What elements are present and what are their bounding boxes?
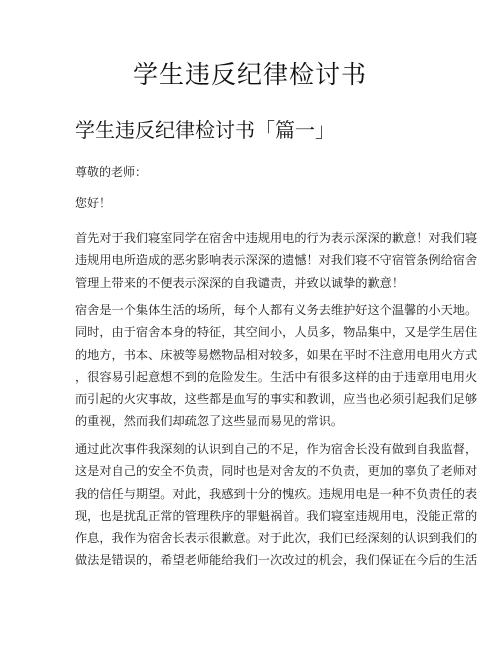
paragraph-3 bbox=[75, 438, 478, 572]
paragraph-line: 的重视，然而我们却疏忽了这些显而易见的常识。 bbox=[75, 414, 344, 429]
section-heading: 学生违反纪律检讨书「篇一」 bbox=[75, 118, 335, 142]
paragraph-line: 我的信任与期望。对此，我感到十分的愧疚。违规用电是一种不负责任的表 bbox=[75, 486, 478, 501]
paragraph-line: 的地方，书本、床被等易燃物品相对较多，如果在平时不注意用电用火方式 bbox=[75, 347, 478, 362]
paragraph-line: 现，也是扰乱正常的管理秩序的罪魁祸首。我们寝室违规用电，没能正常的 bbox=[75, 508, 478, 523]
greeting: 您好！ bbox=[75, 196, 112, 210]
paragraph-line: 而引起的火灾事故，这些都是血写的事实和教训，应当也必须引起我们足够 bbox=[75, 392, 478, 407]
paragraph-2 bbox=[75, 299, 478, 433]
paragraph-line: 作息，我作为宿舍长表示很歉意。对于此次，我们已经深刻的认识到我们的 bbox=[75, 531, 478, 546]
paragraph-line: 做法是错误的，希望老师能给我们一次改过的机会，我们保证在今后的生活 bbox=[75, 553, 478, 568]
paragraph-line: 违规用电所造成的恶劣影响表示深深的遗憾！对我们寝不守宿管条例给宿舍 bbox=[75, 253, 478, 268]
paragraph-line: 这是对自己的安全不负责，同时也是对舍友的不负责，更加的辜负了老师对 bbox=[75, 464, 478, 479]
document-title: 学生违反纪律检讨书 bbox=[132, 60, 367, 89]
salutation: 尊敬的老师： bbox=[75, 165, 148, 179]
paragraph-1 bbox=[75, 227, 478, 294]
paragraph-line: ，很容易引起意想不到的危险发生。生活中有很多这样的由于违章用电用火 bbox=[75, 369, 478, 384]
paragraph-line: 通过此次事件我深刻的认识到自己的不足，作为宿舍长没有做到自我监督， bbox=[75, 442, 478, 456]
paragraph-line: 宿舍是一个集体生活的场所，每个人都有义务去维护好这个温馨的小天地。 bbox=[75, 303, 478, 317]
paragraph-line: 首先对于我们寝室同学在宿舍中违规用电的行为表示深深的歉意！对我们寝 bbox=[75, 231, 478, 245]
paragraph-line: 管理上带来的不便表示深深的自我谴责，并致以诚挚的歉意！ bbox=[75, 275, 405, 290]
paragraph-line: 同时，由于宿舍本身的特征，其空间小，人员多，物品集中，又是学生居住 bbox=[75, 325, 478, 340]
